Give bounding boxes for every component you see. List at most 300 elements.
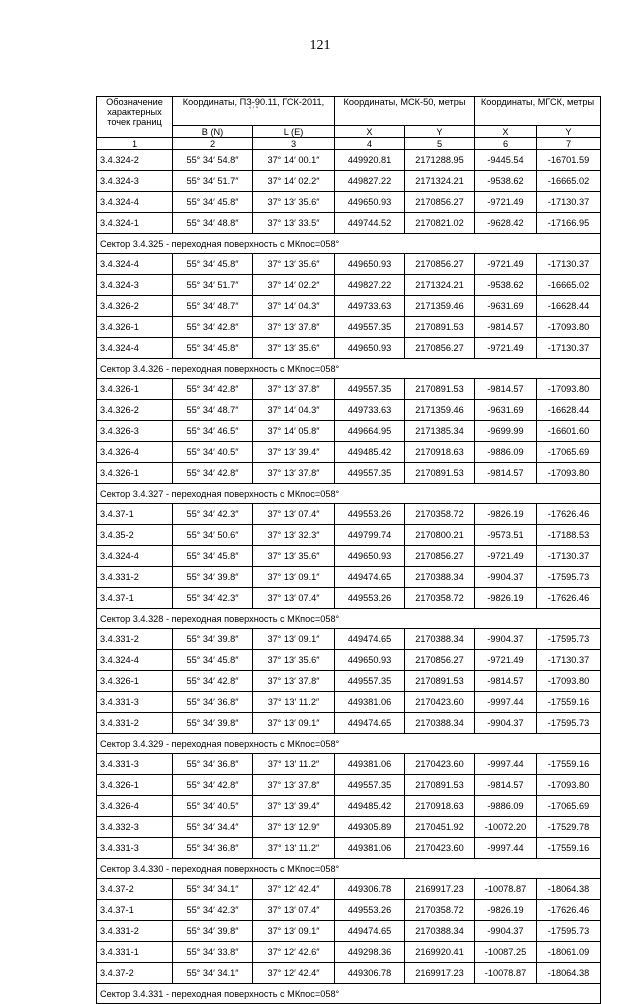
msk-x-cell: 449827.22 <box>335 171 405 192</box>
point-name-cell: 3.4.324-4 <box>97 650 173 671</box>
latitude-cell: 55° 34′ 42.3″ <box>173 588 253 609</box>
mgsk-x-cell: -9826.19 <box>475 504 537 525</box>
msk-x-cell: 449381.06 <box>335 754 405 775</box>
point-name-cell: 3.4.326-4 <box>97 442 173 463</box>
msk-y-cell: 2170891.53 <box>405 379 475 400</box>
point-name-cell: 3.4.324-2 <box>97 150 173 171</box>
latitude-cell: 55° 34′ 51.7″ <box>173 275 253 296</box>
mgsk-y-cell: -16701.59 <box>537 150 601 171</box>
latitude-cell: 55° 34′ 39.8″ <box>173 713 253 734</box>
longitude-cell: 37° 13′ 07.4″ <box>253 900 335 921</box>
msk-x-cell: 449485.42 <box>335 442 405 463</box>
msk-y-cell: 2170856.27 <box>405 650 475 671</box>
latitude-cell: 55° 34′ 48.8″ <box>173 213 253 234</box>
msk-y-cell: 2170423.60 <box>405 754 475 775</box>
latitude-cell: 55° 34′ 50.6″ <box>173 525 253 546</box>
coordinates-table <box>96 96 601 1004</box>
mgsk-x-cell: -9997.44 <box>475 754 537 775</box>
table-body <box>97 150 601 1004</box>
column-number: 4 <box>335 138 405 150</box>
latitude-cell: 55° 34′ 45.8″ <box>173 254 253 275</box>
mgsk-x-cell: -9886.09 <box>475 442 537 463</box>
msk-y-cell: 2170856.27 <box>405 192 475 213</box>
table-row <box>97 525 601 546</box>
mgsk-x-cell: -10078.87 <box>475 963 537 984</box>
mgsk-y-cell: -17626.46 <box>537 504 601 525</box>
table-row <box>97 421 601 442</box>
longitude-cell: 37° 13′ 09.1″ <box>253 567 335 588</box>
msk-x-cell: 449920.81 <box>335 150 405 171</box>
msk-y-cell: 2171324.21 <box>405 171 475 192</box>
msk-y-cell: 2171359.46 <box>405 400 475 421</box>
latitude-cell: 55° 34′ 45.8″ <box>173 338 253 359</box>
latitude-cell: 55° 34′ 34.4″ <box>173 817 253 838</box>
sector-row <box>97 359 601 379</box>
msk-x-cell: 449553.26 <box>335 900 405 921</box>
mgsk-x-cell: -9721.49 <box>475 254 537 275</box>
mgsk-y-cell: -18064.38 <box>537 963 601 984</box>
mgsk-x-cell: -9538.62 <box>475 171 537 192</box>
longitude-cell: 37° 13′ 07.4″ <box>253 504 335 525</box>
msk-x-cell: 449799.74 <box>335 525 405 546</box>
longitude-cell: 37° 14′ 05.8″ <box>253 421 335 442</box>
mgsk-x-cell: -9904.37 <box>475 629 537 650</box>
msk-y-cell: 2170891.53 <box>405 317 475 338</box>
msk-y-cell: 2171385.34 <box>405 421 475 442</box>
msk-y-cell: 2170856.27 <box>405 254 475 275</box>
msk-x-cell: 449298.36 <box>335 942 405 963</box>
msk-y-cell: 2170423.60 <box>405 692 475 713</box>
longitude-cell: 37° 14′ 04.3″ <box>253 296 335 317</box>
point-name-cell: 3.4.324-4 <box>97 338 173 359</box>
sector-row <box>97 859 601 879</box>
latitude-cell: 55° 34′ 40.5″ <box>173 796 253 817</box>
table-row <box>97 713 601 734</box>
msk-x-cell: 449650.93 <box>335 192 405 213</box>
point-name-cell: 3.4.326-1 <box>97 463 173 484</box>
table-row <box>97 567 601 588</box>
latitude-cell: 55° 34′ 39.8″ <box>173 921 253 942</box>
mgsk-x-cell: -9721.49 <box>475 338 537 359</box>
mgsk-x-cell: -9904.37 <box>475 713 537 734</box>
mgsk-y-cell: -16665.02 <box>537 275 601 296</box>
msk-x-cell: 449557.35 <box>335 379 405 400</box>
longitude-cell: 37° 12′ 42.4″ <box>253 963 335 984</box>
longitude-cell: 37° 13′ 09.1″ <box>253 921 335 942</box>
msk-x-cell: 449664.95 <box>335 421 405 442</box>
sector-title: Сектор 3.4.326 - переходная поверхность с МКпос=058° <box>97 359 601 379</box>
sector-title: Сектор 3.4.329 - переходная поверхность с МКпос=058° <box>97 734 601 754</box>
point-name-cell: 3.4.326-1 <box>97 775 173 796</box>
msk-y-cell: 2170821.02 <box>405 213 475 234</box>
longitude-cell: 37° 13′ 37.8″ <box>253 775 335 796</box>
longitude-cell: 37° 14′ 02.2″ <box>253 171 335 192</box>
mgsk-x-cell: -9538.62 <box>475 275 537 296</box>
point-name-cell: 3.4.37-2 <box>97 963 173 984</box>
latitude-cell: 55° 34′ 45.8″ <box>173 192 253 213</box>
point-name-cell: 3.4.326-3 <box>97 421 173 442</box>
mgsk-x-cell: -10078.87 <box>475 879 537 900</box>
latitude-cell: 55° 34′ 34.1″ <box>173 963 253 984</box>
mgsk-y-cell: -17626.46 <box>537 588 601 609</box>
mgsk-x-cell: -9721.49 <box>475 546 537 567</box>
table-row <box>97 754 601 775</box>
table-row <box>97 379 601 400</box>
mgsk-x-cell: -9814.57 <box>475 775 537 796</box>
latitude-cell: 55° 34′ 36.8″ <box>173 838 253 859</box>
longitude-cell: 37° 13′ 11.2″ <box>253 754 335 775</box>
mgsk-y-cell: -17595.73 <box>537 713 601 734</box>
column-number: 5 <box>405 138 475 150</box>
msk-y-cell: 2169920.41 <box>405 942 475 963</box>
header-b: B (N) <box>173 126 253 138</box>
msk-x-cell: 449733.63 <box>335 400 405 421</box>
msk-y-cell: 2170918.63 <box>405 796 475 817</box>
mgsk-x-cell: -9814.57 <box>475 317 537 338</box>
table-row <box>97 546 601 567</box>
latitude-cell: 55° 34′ 42.8″ <box>173 671 253 692</box>
mgsk-x-cell: -9631.69 <box>475 296 537 317</box>
header-pz-title: Координаты, ПЗ-90.11, ГСК-2011, <box>182 97 325 107</box>
latitude-cell: 55° 34′ 45.8″ <box>173 650 253 671</box>
mgsk-y-cell: -17595.73 <box>537 921 601 942</box>
header-mgsk-x: X <box>475 126 537 138</box>
mgsk-y-cell: -17595.73 <box>537 629 601 650</box>
point-name-cell: 3.4.331-2 <box>97 567 173 588</box>
table-row <box>97 275 601 296</box>
table-row <box>97 942 601 963</box>
point-name-cell: 3.4.37-1 <box>97 504 173 525</box>
point-name-cell: 3.4.326-4 <box>97 796 173 817</box>
msk-x-cell: 449650.93 <box>335 546 405 567</box>
latitude-cell: 55° 34′ 39.8″ <box>173 567 253 588</box>
longitude-cell: 37° 14′ 04.3″ <box>253 400 335 421</box>
mgsk-y-cell: -17559.16 <box>537 754 601 775</box>
latitude-cell: 55° 34′ 42.3″ <box>173 504 253 525</box>
point-name-cell: 3.4.331-2 <box>97 713 173 734</box>
msk-x-cell: 449557.35 <box>335 317 405 338</box>
table-row <box>97 338 601 359</box>
point-name-cell: 3.4.324-3 <box>97 171 173 192</box>
msk-y-cell: 2170856.27 <box>405 546 475 567</box>
longitude-cell: 37° 13′ 09.1″ <box>253 629 335 650</box>
msk-y-cell: 2170388.34 <box>405 713 475 734</box>
header-point-designation: Обозначение характерных точек границ <box>97 97 173 138</box>
mgsk-y-cell: -17093.80 <box>537 317 601 338</box>
table-row <box>97 150 601 171</box>
longitude-cell: 37° 12′ 42.4″ <box>253 879 335 900</box>
msk-x-cell: 449827.22 <box>335 275 405 296</box>
latitude-cell: 55° 34′ 40.5″ <box>173 442 253 463</box>
table-row <box>97 442 601 463</box>
msk-x-cell: 449474.65 <box>335 567 405 588</box>
msk-x-cell: 449474.65 <box>335 629 405 650</box>
mgsk-y-cell: -17130.37 <box>537 546 601 567</box>
point-name-cell: 3.4.326-1 <box>97 379 173 400</box>
point-name-cell: 3.4.324-3 <box>97 275 173 296</box>
longitude-cell: 37° 13′ 33.5″ <box>253 213 335 234</box>
longitude-cell: 37° 13′ 07.4″ <box>253 588 335 609</box>
mgsk-x-cell: -10087.25 <box>475 942 537 963</box>
longitude-cell: 37° 13′ 11.2″ <box>253 692 335 713</box>
mgsk-y-cell: -17093.80 <box>537 379 601 400</box>
table-row <box>97 650 601 671</box>
point-name-cell: 3.4.331-3 <box>97 838 173 859</box>
point-name-cell: 3.4.331-2 <box>97 921 173 942</box>
latitude-cell: 55° 34′ 39.8″ <box>173 629 253 650</box>
sector-title: Сектор 3.4.331 - переходная поверхность с МКпос=058° <box>97 984 601 1004</box>
mgsk-x-cell: -9997.44 <box>475 838 537 859</box>
header-msk-x: X <box>335 126 405 138</box>
mgsk-y-cell: -16628.44 <box>537 400 601 421</box>
table-row <box>97 400 601 421</box>
msk-x-cell: 449650.93 <box>335 338 405 359</box>
column-number: 2 <box>173 138 253 150</box>
page-number: 121 <box>309 38 331 53</box>
table-row <box>97 588 601 609</box>
msk-x-cell: 449306.78 <box>335 879 405 900</box>
table-row <box>97 504 601 525</box>
header-pz-coordinates <box>173 97 335 126</box>
msk-x-cell: 449557.35 <box>335 463 405 484</box>
mgsk-y-cell: -16601.60 <box>537 421 601 442</box>
longitude-cell: 37° 13′ 37.8″ <box>253 317 335 338</box>
longitude-cell: 37° 13′ 35.6″ <box>253 192 335 213</box>
latitude-cell: 55° 34′ 42.8″ <box>173 379 253 400</box>
table-row <box>97 254 601 275</box>
msk-y-cell: 2171324.21 <box>405 275 475 296</box>
point-name-cell: 3.4.326-2 <box>97 400 173 421</box>
msk-y-cell: 2170800.21 <box>405 525 475 546</box>
table-row <box>97 879 601 900</box>
point-name-cell: 3.4.324-4 <box>97 546 173 567</box>
point-name-cell: 3.4.326-1 <box>97 317 173 338</box>
mgsk-x-cell: -9814.57 <box>475 463 537 484</box>
latitude-cell: 55° 34′ 45.8″ <box>173 546 253 567</box>
mgsk-y-cell: -17130.37 <box>537 338 601 359</box>
mgsk-x-cell: -9445.54 <box>475 150 537 171</box>
latitude-cell: 55° 34′ 33.8″ <box>173 942 253 963</box>
table-row <box>97 317 601 338</box>
msk-y-cell: 2170856.27 <box>405 338 475 359</box>
msk-y-cell: 2170891.53 <box>405 775 475 796</box>
column-number: 6 <box>475 138 537 150</box>
mgsk-y-cell: -16628.44 <box>537 296 601 317</box>
mgsk-y-cell: -17065.69 <box>537 796 601 817</box>
latitude-cell: 55° 34′ 48.7″ <box>173 400 253 421</box>
longitude-cell: 37° 13′ 11.2″ <box>253 838 335 859</box>
point-name-cell: 3.4.37-2 <box>97 879 173 900</box>
longitude-cell: 37° 14′ 00.1″ <box>253 150 335 171</box>
mgsk-y-cell: -18061.09 <box>537 942 601 963</box>
point-name-cell: 3.4.331-3 <box>97 754 173 775</box>
table-row <box>97 796 601 817</box>
msk-x-cell: 449733.63 <box>335 296 405 317</box>
mgsk-y-cell: -17188.53 <box>537 525 601 546</box>
point-name-cell: 3.4.324-1 <box>97 213 173 234</box>
mgsk-y-cell: -17130.37 <box>537 192 601 213</box>
msk-y-cell: 2170918.63 <box>405 442 475 463</box>
longitude-cell: 37° 13′ 35.6″ <box>253 254 335 275</box>
sector-row <box>97 609 601 629</box>
header-mgsk-coordinates: Координаты, МГСК, метры <box>475 97 601 126</box>
latitude-cell: 55° 34′ 46.5″ <box>173 421 253 442</box>
mgsk-y-cell: -17093.80 <box>537 671 601 692</box>
msk-x-cell: 449474.65 <box>335 713 405 734</box>
msk-x-cell: 449650.93 <box>335 254 405 275</box>
msk-y-cell: 2169917.23 <box>405 879 475 900</box>
column-number: 3 <box>253 138 335 150</box>
mgsk-x-cell: -9631.69 <box>475 400 537 421</box>
longitude-cell: 37° 13′ 39.4″ <box>253 442 335 463</box>
point-name-cell: 3.4.37-1 <box>97 900 173 921</box>
table-row <box>97 817 601 838</box>
msk-y-cell: 2170891.53 <box>405 463 475 484</box>
mgsk-y-cell: -17529.78 <box>537 817 601 838</box>
msk-y-cell: 2170358.72 <box>405 900 475 921</box>
msk-x-cell: 449557.35 <box>335 671 405 692</box>
latitude-cell: 55° 34′ 34.1″ <box>173 879 253 900</box>
table-row <box>97 692 601 713</box>
msk-y-cell: 2170388.34 <box>405 921 475 942</box>
latitude-cell: 55° 34′ 51.7″ <box>173 171 253 192</box>
table-row <box>97 775 601 796</box>
sector-row <box>97 234 601 254</box>
longitude-cell: 37° 13′ 12.9″ <box>253 817 335 838</box>
table-row <box>97 171 601 192</box>
table-row <box>97 213 601 234</box>
mgsk-y-cell: -17130.37 <box>537 650 601 671</box>
mgsk-y-cell: -17626.46 <box>537 900 601 921</box>
sector-row <box>97 984 601 1004</box>
point-name-cell: 3.4.326-2 <box>97 296 173 317</box>
point-name-cell: 3.4.331-2 <box>97 629 173 650</box>
mgsk-y-cell: -17559.16 <box>537 692 601 713</box>
table-row <box>97 629 601 650</box>
point-name-cell: 3.4.324-4 <box>97 192 173 213</box>
longitude-cell: 37° 13′ 09.1″ <box>253 713 335 734</box>
latitude-cell: 55° 34′ 48.7″ <box>173 296 253 317</box>
latitude-cell: 55° 34′ 36.8″ <box>173 754 253 775</box>
mgsk-y-cell: -17093.80 <box>537 463 601 484</box>
msk-y-cell: 2170891.53 <box>405 671 475 692</box>
msk-y-cell: 2171288.95 <box>405 150 475 171</box>
msk-x-cell: 449553.26 <box>335 588 405 609</box>
mgsk-x-cell: -9628.42 <box>475 213 537 234</box>
msk-x-cell: 449744.52 <box>335 213 405 234</box>
mgsk-x-cell: -9721.49 <box>475 650 537 671</box>
msk-x-cell: 449553.26 <box>335 504 405 525</box>
mgsk-x-cell: -9826.19 <box>475 900 537 921</box>
mgsk-x-cell: -9904.37 <box>475 567 537 588</box>
msk-x-cell: 449305.89 <box>335 817 405 838</box>
msk-y-cell: 2170358.72 <box>405 504 475 525</box>
mgsk-y-cell: -17093.80 <box>537 775 601 796</box>
mgsk-y-cell: -17595.73 <box>537 567 601 588</box>
mgsk-x-cell: -9814.57 <box>475 671 537 692</box>
msk-y-cell: 2170388.34 <box>405 629 475 650</box>
mgsk-x-cell: -10072.20 <box>475 817 537 838</box>
header-msk-y: Y <box>405 126 475 138</box>
mgsk-x-cell: -9826.19 <box>475 588 537 609</box>
msk-y-cell: 2170451.92 <box>405 817 475 838</box>
sector-title: Сектор 3.4.327 - переходная поверхность с МКпос=058° <box>97 484 601 504</box>
latitude-cell: 55° 34′ 42.3″ <box>173 900 253 921</box>
table-row <box>97 900 601 921</box>
longitude-cell: 37° 13′ 35.6″ <box>253 650 335 671</box>
mgsk-y-cell: -17130.37 <box>537 254 601 275</box>
mgsk-x-cell: -9997.44 <box>475 692 537 713</box>
longitude-cell: 37° 13′ 37.8″ <box>253 379 335 400</box>
msk-y-cell: 2169917.23 <box>405 963 475 984</box>
msk-y-cell: 2171359.46 <box>405 296 475 317</box>
table-row <box>97 921 601 942</box>
longitude-cell: 37° 13′ 35.6″ <box>253 546 335 567</box>
msk-x-cell: 449474.65 <box>335 921 405 942</box>
mgsk-y-cell: -17166.95 <box>537 213 601 234</box>
longitude-cell: 37° 13′ 32.3″ <box>253 525 335 546</box>
msk-y-cell: 2170423.60 <box>405 838 475 859</box>
point-name-cell: 3.4.332-3 <box>97 817 173 838</box>
mgsk-x-cell: -9904.37 <box>475 921 537 942</box>
header-pz-units: ° ′ ″ <box>249 107 258 113</box>
header-msk-coordinates: Координаты, МСК-50, метры <box>335 97 475 126</box>
msk-x-cell: 449557.35 <box>335 775 405 796</box>
header-mgsk-y: Y <box>537 126 601 138</box>
table-row <box>97 838 601 859</box>
mgsk-x-cell: -9573.51 <box>475 525 537 546</box>
msk-x-cell: 449381.06 <box>335 692 405 713</box>
mgsk-x-cell: -9886.09 <box>475 796 537 817</box>
table-row <box>97 963 601 984</box>
mgsk-y-cell: -17065.69 <box>537 442 601 463</box>
msk-y-cell: 2170358.72 <box>405 588 475 609</box>
longitude-cell: 37° 13′ 37.8″ <box>253 463 335 484</box>
table-row <box>97 463 601 484</box>
sector-title: Сектор 3.4.330 - переходная поверхность с МКпос=058° <box>97 859 601 879</box>
table-row <box>97 296 601 317</box>
mgsk-y-cell: -16665.02 <box>537 171 601 192</box>
msk-x-cell: 449650.93 <box>335 650 405 671</box>
msk-y-cell: 2170388.34 <box>405 567 475 588</box>
sector-title: Сектор 3.4.325 - переходная поверхность с МКпос=058° <box>97 234 601 254</box>
msk-x-cell: 449306.78 <box>335 963 405 984</box>
point-name-cell: 3.4.324-4 <box>97 254 173 275</box>
sector-row <box>97 484 601 504</box>
latitude-cell: 55° 34′ 36.8″ <box>173 692 253 713</box>
longitude-cell: 37° 12′ 42.6″ <box>253 942 335 963</box>
latitude-cell: 55° 34′ 54.8″ <box>173 150 253 171</box>
longitude-cell: 37° 14′ 02.2″ <box>253 275 335 296</box>
mgsk-y-cell: -17559.16 <box>537 838 601 859</box>
column-number: 7 <box>537 138 601 150</box>
sector-title: Сектор 3.4.328 - переходная поверхность с МКпос=058° <box>97 609 601 629</box>
mgsk-x-cell: -9721.49 <box>475 192 537 213</box>
point-name-cell: 3.4.331-3 <box>97 692 173 713</box>
point-name-cell: 3.4.37-1 <box>97 588 173 609</box>
point-name-cell: 3.4.35-2 <box>97 525 173 546</box>
point-name-cell: 3.4.331-1 <box>97 942 173 963</box>
longitude-cell: 37° 13′ 39.4″ <box>253 796 335 817</box>
header-l: L (E) <box>253 126 335 138</box>
latitude-cell: 55° 34′ 42.8″ <box>173 317 253 338</box>
longitude-cell: 37° 13′ 35.6″ <box>253 338 335 359</box>
sector-row <box>97 734 601 754</box>
mgsk-x-cell: -9699.99 <box>475 421 537 442</box>
mgsk-x-cell: -9814.57 <box>475 379 537 400</box>
msk-x-cell: 449381.06 <box>335 838 405 859</box>
latitude-cell: 55° 34′ 42.8″ <box>173 775 253 796</box>
